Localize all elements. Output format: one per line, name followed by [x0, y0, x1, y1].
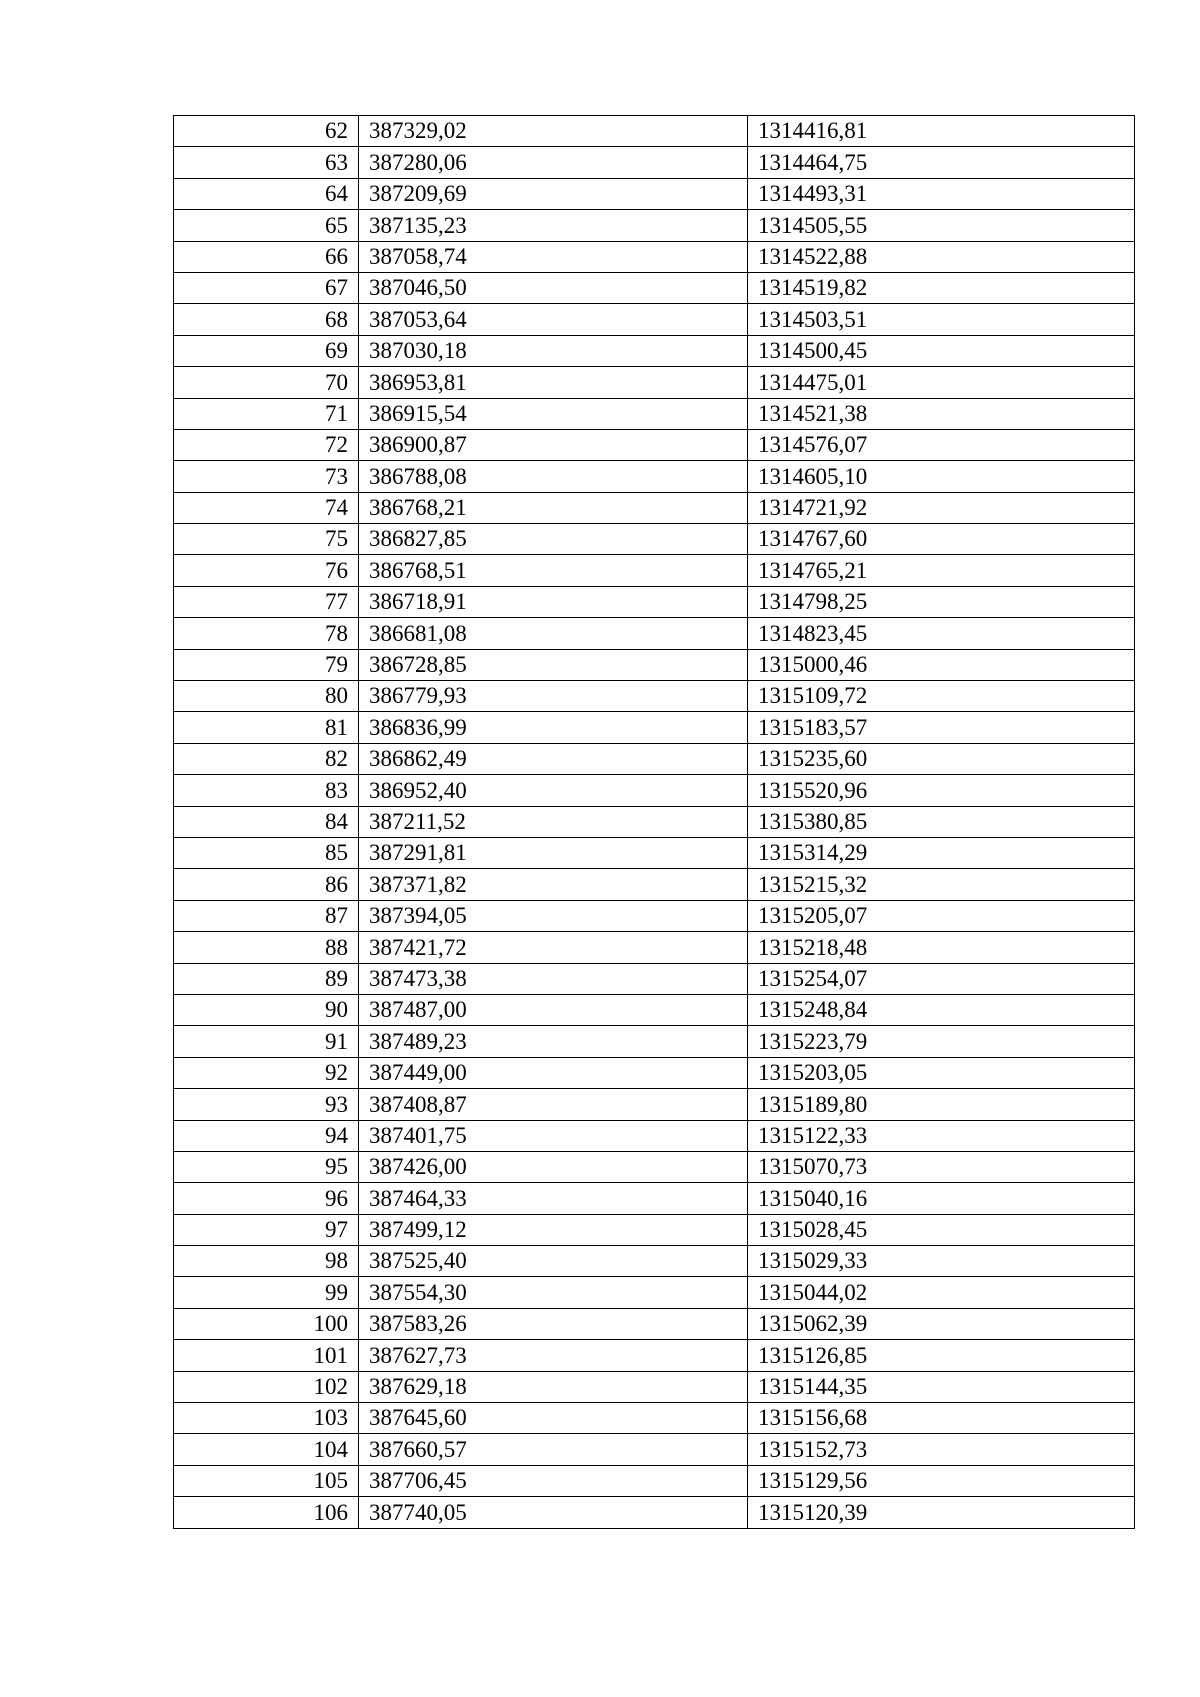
x-coordinate-cell: 387473,38	[359, 963, 748, 994]
x-coordinate-cell: 386768,21	[359, 492, 748, 523]
point-number-cell: 77	[174, 586, 359, 617]
point-number-cell: 76	[174, 555, 359, 586]
y-coordinate-cell: 1314767,60	[748, 524, 1135, 555]
x-coordinate-cell: 386915,54	[359, 398, 748, 429]
point-number-cell: 70	[174, 367, 359, 398]
table-row	[174, 1277, 1135, 1308]
point-number-cell: 98	[174, 1246, 359, 1277]
y-coordinate-cell: 1315254,07	[748, 963, 1135, 994]
point-number-cell: 95	[174, 1151, 359, 1182]
point-number-cell: 78	[174, 618, 359, 649]
y-coordinate-cell: 1315109,72	[748, 681, 1135, 712]
x-coordinate-cell: 387401,75	[359, 1120, 748, 1151]
table-row	[174, 1183, 1135, 1214]
y-coordinate-cell: 1315314,29	[748, 837, 1135, 868]
table-row	[174, 712, 1135, 743]
x-coordinate-cell: 387329,02	[359, 116, 748, 147]
y-coordinate-cell: 1314721,92	[748, 492, 1135, 523]
y-coordinate-cell: 1315189,80	[748, 1089, 1135, 1120]
y-coordinate-cell: 1314765,21	[748, 555, 1135, 586]
table-row	[174, 775, 1135, 806]
table-row	[174, 1465, 1135, 1496]
table-row	[174, 743, 1135, 774]
table-row	[174, 1340, 1135, 1371]
point-number-cell: 68	[174, 304, 359, 335]
table-row	[174, 398, 1135, 429]
point-number-cell: 92	[174, 1057, 359, 1088]
y-coordinate-cell: 1315029,33	[748, 1246, 1135, 1277]
x-coordinate-cell: 387525,40	[359, 1246, 748, 1277]
y-coordinate-cell: 1314500,45	[748, 335, 1135, 366]
x-coordinate-cell: 387394,05	[359, 900, 748, 931]
x-coordinate-cell: 387627,73	[359, 1340, 748, 1371]
table-row	[174, 1089, 1135, 1120]
table-row	[174, 1403, 1135, 1434]
x-coordinate-cell: 387421,72	[359, 932, 748, 963]
table-row	[174, 900, 1135, 931]
y-coordinate-cell: 1314823,45	[748, 618, 1135, 649]
table-row	[174, 649, 1135, 680]
point-number-cell: 94	[174, 1120, 359, 1151]
x-coordinate-cell: 387371,82	[359, 869, 748, 900]
table-row	[174, 367, 1135, 398]
table-row	[174, 524, 1135, 555]
y-coordinate-cell: 1315122,33	[748, 1120, 1135, 1151]
point-number-cell: 75	[174, 524, 359, 555]
point-number-cell: 65	[174, 210, 359, 241]
y-coordinate-cell: 1315120,39	[748, 1497, 1135, 1528]
point-number-cell: 62	[174, 116, 359, 147]
point-number-cell: 72	[174, 429, 359, 460]
table-row	[174, 618, 1135, 649]
table-row	[174, 210, 1135, 241]
table-row	[174, 555, 1135, 586]
point-number-cell: 106	[174, 1497, 359, 1528]
table-row	[174, 1371, 1135, 1402]
table-row	[174, 1151, 1135, 1182]
y-coordinate-cell: 1315044,02	[748, 1277, 1135, 1308]
y-coordinate-cell: 1314576,07	[748, 429, 1135, 460]
point-number-cell: 91	[174, 1026, 359, 1057]
y-coordinate-cell: 1315380,85	[748, 806, 1135, 837]
x-coordinate-cell: 386827,85	[359, 524, 748, 555]
table-row	[174, 586, 1135, 617]
x-coordinate-cell: 387740,05	[359, 1497, 748, 1528]
point-number-cell: 79	[174, 649, 359, 680]
x-coordinate-cell: 387211,52	[359, 806, 748, 837]
table-row	[174, 932, 1135, 963]
x-coordinate-cell: 387449,00	[359, 1057, 748, 1088]
point-number-cell: 71	[174, 398, 359, 429]
y-coordinate-cell: 1315520,96	[748, 775, 1135, 806]
y-coordinate-cell: 1314464,75	[748, 147, 1135, 178]
y-coordinate-cell: 1314493,31	[748, 178, 1135, 209]
table-row	[174, 1246, 1135, 1277]
table-row	[174, 147, 1135, 178]
y-coordinate-cell: 1315223,79	[748, 1026, 1135, 1057]
x-coordinate-cell: 386768,51	[359, 555, 748, 586]
table-row	[174, 429, 1135, 460]
x-coordinate-cell: 386681,08	[359, 618, 748, 649]
y-coordinate-cell: 1315028,45	[748, 1214, 1135, 1245]
y-coordinate-cell: 1314521,38	[748, 398, 1135, 429]
x-coordinate-cell: 387487,00	[359, 994, 748, 1025]
point-number-cell: 81	[174, 712, 359, 743]
table-row	[174, 1057, 1135, 1088]
y-coordinate-cell: 1315070,73	[748, 1151, 1135, 1182]
y-coordinate-cell: 1314503,51	[748, 304, 1135, 335]
y-coordinate-cell: 1315205,07	[748, 900, 1135, 931]
point-number-cell: 103	[174, 1403, 359, 1434]
y-coordinate-cell: 1315000,46	[748, 649, 1135, 680]
point-number-cell: 99	[174, 1277, 359, 1308]
point-number-cell: 105	[174, 1465, 359, 1496]
x-coordinate-cell: 387629,18	[359, 1371, 748, 1402]
y-coordinate-cell: 1314475,01	[748, 367, 1135, 398]
point-number-cell: 102	[174, 1371, 359, 1402]
x-coordinate-cell: 387489,23	[359, 1026, 748, 1057]
y-coordinate-cell: 1315248,84	[748, 994, 1135, 1025]
y-coordinate-cell: 1315152,73	[748, 1434, 1135, 1465]
x-coordinate-cell: 387554,30	[359, 1277, 748, 1308]
x-coordinate-cell: 387030,18	[359, 335, 748, 366]
x-coordinate-cell: 387058,74	[359, 241, 748, 272]
table-row	[174, 1308, 1135, 1339]
y-coordinate-cell: 1314605,10	[748, 461, 1135, 492]
table-row	[174, 837, 1135, 868]
y-coordinate-cell: 1315040,16	[748, 1183, 1135, 1214]
x-coordinate-cell: 386779,93	[359, 681, 748, 712]
x-coordinate-cell: 386728,85	[359, 649, 748, 680]
table-row	[174, 1120, 1135, 1151]
point-number-cell: 85	[174, 837, 359, 868]
point-number-cell: 86	[174, 869, 359, 900]
y-coordinate-cell: 1315062,39	[748, 1308, 1135, 1339]
point-number-cell: 83	[174, 775, 359, 806]
table-row	[174, 178, 1135, 209]
x-coordinate-cell: 386953,81	[359, 367, 748, 398]
point-number-cell: 104	[174, 1434, 359, 1465]
point-number-cell: 67	[174, 272, 359, 303]
point-number-cell: 88	[174, 932, 359, 963]
y-coordinate-cell: 1315129,56	[748, 1465, 1135, 1496]
x-coordinate-cell: 387291,81	[359, 837, 748, 868]
point-number-cell: 96	[174, 1183, 359, 1214]
x-coordinate-cell: 387280,06	[359, 147, 748, 178]
point-number-cell: 100	[174, 1308, 359, 1339]
x-coordinate-cell: 387408,87	[359, 1089, 748, 1120]
x-coordinate-cell: 386952,40	[359, 775, 748, 806]
x-coordinate-cell: 387053,64	[359, 304, 748, 335]
table-row	[174, 869, 1135, 900]
y-coordinate-cell: 1314416,81	[748, 116, 1135, 147]
table-row	[174, 1214, 1135, 1245]
y-coordinate-cell: 1314798,25	[748, 586, 1135, 617]
table-row	[174, 116, 1135, 147]
table-row	[174, 1434, 1135, 1465]
point-number-cell: 80	[174, 681, 359, 712]
y-coordinate-cell: 1315215,32	[748, 869, 1135, 900]
y-coordinate-cell: 1315235,60	[748, 743, 1135, 774]
x-coordinate-cell: 387464,33	[359, 1183, 748, 1214]
point-number-cell: 84	[174, 806, 359, 837]
point-number-cell: 82	[174, 743, 359, 774]
x-coordinate-cell: 386900,87	[359, 429, 748, 460]
y-coordinate-cell: 1315203,05	[748, 1057, 1135, 1088]
x-coordinate-cell: 386836,99	[359, 712, 748, 743]
table-row	[174, 492, 1135, 523]
point-number-cell: 73	[174, 461, 359, 492]
y-coordinate-cell: 1315126,85	[748, 1340, 1135, 1371]
table-row	[174, 241, 1135, 272]
point-number-cell: 74	[174, 492, 359, 523]
y-coordinate-cell: 1315183,57	[748, 712, 1135, 743]
table-row	[174, 806, 1135, 837]
point-number-cell: 66	[174, 241, 359, 272]
point-number-cell: 89	[174, 963, 359, 994]
coordinates-table	[173, 115, 1135, 1529]
table-row	[174, 681, 1135, 712]
x-coordinate-cell: 387660,57	[359, 1434, 748, 1465]
x-coordinate-cell: 387706,45	[359, 1465, 748, 1496]
x-coordinate-cell: 386718,91	[359, 586, 748, 617]
point-number-cell: 63	[174, 147, 359, 178]
y-coordinate-cell: 1314505,55	[748, 210, 1135, 241]
y-coordinate-cell: 1315218,48	[748, 932, 1135, 963]
point-number-cell: 90	[174, 994, 359, 1025]
x-coordinate-cell: 387583,26	[359, 1308, 748, 1339]
y-coordinate-cell: 1315144,35	[748, 1371, 1135, 1402]
table-row	[174, 272, 1135, 303]
point-number-cell: 97	[174, 1214, 359, 1245]
x-coordinate-cell: 387209,69	[359, 178, 748, 209]
table-row	[174, 304, 1135, 335]
table-row	[174, 1497, 1135, 1528]
x-coordinate-cell: 387499,12	[359, 1214, 748, 1245]
y-coordinate-cell: 1314522,88	[748, 241, 1135, 272]
table-row	[174, 994, 1135, 1025]
x-coordinate-cell: 387135,23	[359, 210, 748, 241]
y-coordinate-cell: 1314519,82	[748, 272, 1135, 303]
coordinates-table-body	[174, 116, 1135, 1529]
table-row	[174, 461, 1135, 492]
table-row	[174, 963, 1135, 994]
point-number-cell: 101	[174, 1340, 359, 1371]
point-number-cell: 93	[174, 1089, 359, 1120]
table-row	[174, 335, 1135, 366]
point-number-cell: 87	[174, 900, 359, 931]
x-coordinate-cell: 387645,60	[359, 1403, 748, 1434]
x-coordinate-cell: 386862,49	[359, 743, 748, 774]
point-number-cell: 64	[174, 178, 359, 209]
x-coordinate-cell: 387046,50	[359, 272, 748, 303]
table-row	[174, 1026, 1135, 1057]
x-coordinate-cell: 386788,08	[359, 461, 748, 492]
x-coordinate-cell: 387426,00	[359, 1151, 748, 1182]
point-number-cell: 69	[174, 335, 359, 366]
y-coordinate-cell: 1315156,68	[748, 1403, 1135, 1434]
